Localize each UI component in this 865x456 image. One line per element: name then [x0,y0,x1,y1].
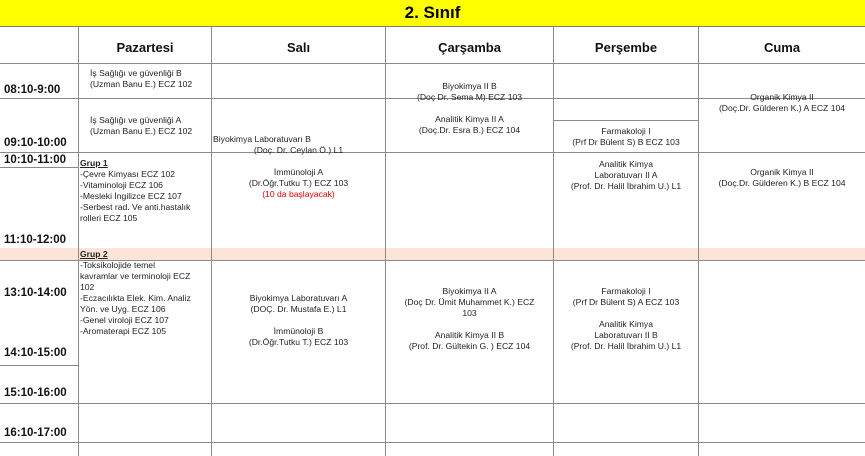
monday-group-1-electives [80,158,210,243]
elective-item: -Mesleki İngilizce ECZ 107 [80,191,182,201]
instructor-room: (Prof. Dr. Gültekin G. ) ECZ 104 [408,341,531,351]
grid-line [78,26,79,456]
friday-slot-2-course [699,167,865,189]
day-header-wednesday: Çarşamba [438,40,501,55]
time-slot-label: 15:10-16:00 [4,387,67,399]
start-time-note: (10 da başlayacak) [262,189,335,199]
instructor-room: (Prof. Dr. Halil İbrahim U.) L1 [570,181,682,191]
instructor-room: (Doç Dr. Ümit Muhammet K.) ECZ [404,297,535,307]
elective-item: -Genel viroloji ECZ 107 [80,315,169,325]
course-name: Biyokimya Laboratuvarı A [249,293,348,303]
tuesday-afternoon-courses [212,293,385,348]
day-header-tuesday: Salı [286,40,311,55]
thursday-morning-courses [554,126,698,192]
monday-slot-2-course [90,115,210,137]
wednesday-afternoon-courses [386,286,553,352]
day-header-friday: Cuma [763,40,801,55]
grid-line [211,26,212,456]
friday-slot-1-course [699,92,865,114]
course-name: Analitik Kimya [599,159,653,169]
group-title: Grup 1 [80,158,108,168]
instructor-room: (Prf Dr Bülent S) A ECZ 103 [572,297,680,307]
elective-item: -Aromaterapi ECZ 105 [80,326,166,336]
instructor-room: (Doç. Dr. Ceylan Ö.) L1 [253,145,344,155]
instructor-room: (Prf Dr Bülent S) B ECZ 103 [572,137,680,147]
elective-item: -Toksikolojide temel [80,260,155,270]
elective-item: Yön. ve Uyg. ECZ 106 [80,304,166,314]
course-name: Analitik Kimya II A [435,114,504,124]
instructor-room: (DOÇ. Dr. Mustafa E.) L1 [250,304,347,314]
course-name: İmmünoloji A [273,167,324,177]
tuesday-morning-courses [212,134,385,200]
course-name: Analitik Kimya II B [434,330,505,340]
time-slot-label: 11:10-12:00 [4,234,67,246]
instructor-room: (Doç.Dr. Gülderen K.) A ECZ 104 [718,103,846,113]
grid-line [0,403,865,404]
time-slot-label: 08:10-9:00 [4,84,61,96]
thursday-afternoon-courses [554,286,698,352]
instructor-room: (Doç.Dr. Gülderen K.) B ECZ 104 [718,178,846,188]
spacer [212,315,385,326]
wednesday-morning-courses [386,81,553,136]
grid-line [698,152,865,153]
spacer [386,103,553,114]
grid-line [0,167,78,168]
course-name: Organik Kimya II [750,92,814,102]
course-name: Organik Kimya II [750,167,814,177]
elective-item: -Çevre Kimyası ECZ 102 [80,169,176,179]
page-title: 2. Sınıf [0,0,865,27]
spacer [554,148,698,159]
elective-item: 102 [80,282,95,292]
elective-item: -Eczacılıkta Elek. Kim. Analiz [80,293,191,303]
monday-slot-1-course [90,68,210,90]
instructor-room: (Uzman Banu E.) ECZ 102 [90,126,193,136]
grid-line [698,26,699,456]
time-slot-label: 10:10-11:00 [4,154,67,166]
instructor-room: (Doç Dr. Sema M) ECZ 103 [416,92,523,102]
instructor-room: (Dr.Öğr.Tutku T.) ECZ 103 [248,178,349,188]
spacer [554,308,698,319]
elective-item: -Vitaminoloji ECZ 106 [80,180,163,190]
course-name: Farmakoloji I [601,286,651,296]
course-name: Biyokimya II B [442,81,497,91]
course-name: Biyokimya Laboratuvarı B [213,134,311,144]
grid-line [0,442,865,443]
course-name: İş Sağlığı ve güvenliği B [90,68,182,78]
elective-item: rolleri ECZ 105 [80,213,138,223]
day-header-thursday: Perşembe [594,40,658,55]
monday-group-2-electives [80,249,210,362]
course-name: İş Sağlığı ve güvenliği A [90,115,182,125]
grid-line [553,120,698,121]
course-name: Biyokimya II A [442,286,497,296]
time-slot-label: 13:10-14:00 [4,287,67,299]
spacer [386,319,553,330]
time-slot-label: 09:10-10:00 [4,137,67,149]
time-slot-label: 14:10-15:00 [4,347,67,359]
grid-line [553,26,554,456]
grid-line [0,365,78,366]
elective-item: kavramlar ve terminoloji ECZ [80,271,191,281]
day-header-monday: Pazartesi [116,40,174,55]
group-title: Grup 2 [80,249,108,259]
course-name: İmmünoloji B [273,326,324,336]
time-slot-label: 16:10-17:00 [4,427,67,439]
instructor-room: (Doç.Dr. Esra B.) ECZ 104 [418,125,521,135]
room: 103 [462,308,477,318]
course-name: Farmakoloji I [601,126,651,136]
instructor-room: (Uzman Banu E.) ECZ 102 [90,79,193,89]
instructor-room: (Prof. Dr. Halil İbrahim U.) L1 [570,341,682,351]
instructor-room: (Dr.Öğr.Tutku T.) ECZ 103 [248,337,349,347]
spacer [212,156,385,167]
elective-item: -Serbest rad. Ve anti.hastalık [80,202,191,212]
course-name: Laboratuvarı II A [594,170,658,180]
course-name: Analitik Kimya [599,319,653,329]
course-name: Laboratuvarı II B [594,330,658,340]
